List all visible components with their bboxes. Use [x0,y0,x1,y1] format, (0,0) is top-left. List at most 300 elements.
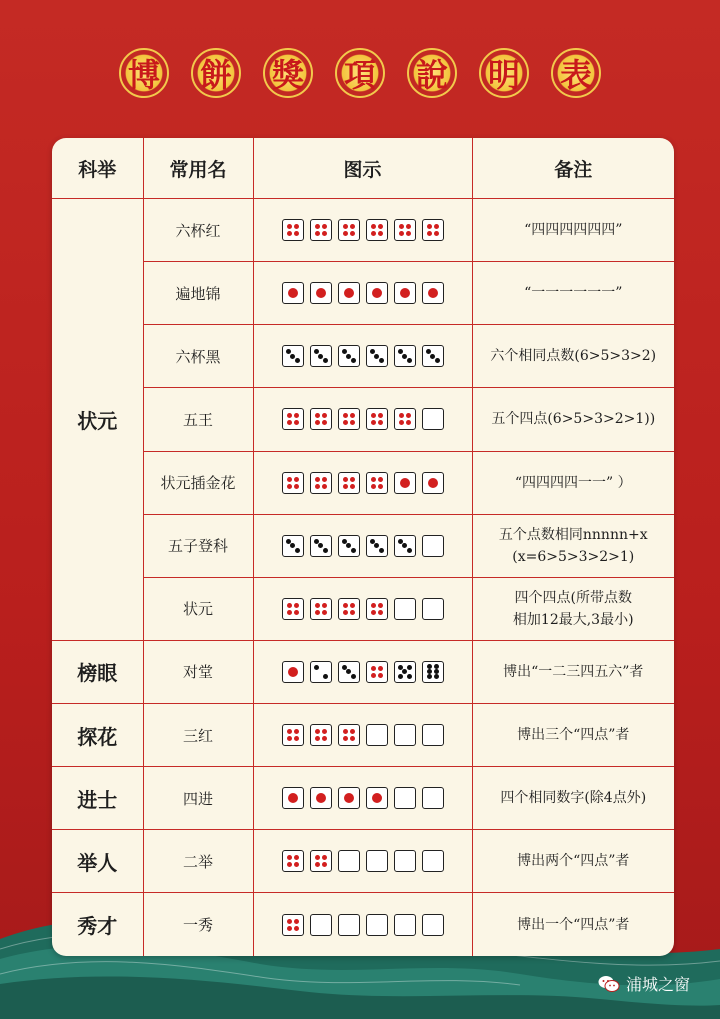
title-char: 表 [551,48,601,98]
table-row [52,388,674,451]
die-face-1 [338,282,360,304]
die-pip [370,349,375,354]
die-pip [378,231,383,236]
dice-cell [253,704,472,767]
die-pip [322,224,327,229]
die-pip [294,484,299,489]
die-pip [407,674,412,679]
die-face-4 [394,408,416,430]
table-row [52,893,674,956]
header-diagram: 图示 [253,138,472,199]
name-cell: 状元插金花 [143,451,253,514]
dice-cell [253,514,472,577]
dice-row [254,472,472,494]
note-line: 相加12最大,3最小) [512,611,634,628]
die-pip [371,603,376,608]
die-pip [399,231,404,236]
title-char: 說 [407,48,457,98]
die-face-1 [422,472,444,494]
die-pip [343,420,348,425]
dice-row [254,345,472,367]
die-pip [315,862,320,867]
die-pip [287,413,292,418]
die-pip [287,855,292,860]
die-pip [287,736,292,741]
dice-row [254,535,472,557]
die-pip [286,349,291,354]
die-blank [338,850,360,872]
die-pip [344,793,354,803]
name-cell: 五王 [143,388,253,451]
die-pip [379,548,384,553]
dice-cell [253,451,472,514]
die-pip [427,224,432,229]
die-pip [315,736,320,741]
dice-cell [253,325,472,388]
name-cell: 四进 [143,767,253,830]
die-pip [372,793,382,803]
die-pip [400,288,410,298]
die-blank [366,850,388,872]
die-pip [351,674,356,679]
die-pip [406,231,411,236]
die-pip [378,666,383,671]
note-line: (x=6>5>3>2>1) [512,548,635,565]
dice-row [254,724,472,746]
die-blank [422,724,444,746]
die-pip [295,548,300,553]
die-pip [378,484,383,489]
die-pip [287,926,292,931]
die-pip [294,231,299,236]
die-face-1 [282,282,304,304]
die-pip [407,358,412,363]
die-pip [371,610,376,615]
die-blank [422,408,444,430]
die-pip [322,736,327,741]
note-cell [472,577,674,640]
header-note: 备注 [472,138,674,199]
die-pip [294,919,299,924]
die-pip [287,862,292,867]
name-cell: 二举 [143,830,253,893]
die-pip [350,610,355,615]
name-cell: 遍地锦 [143,262,253,325]
die-pip [318,543,323,548]
die-pip [315,855,320,860]
die-face-4 [366,219,388,241]
wechat-icon [598,975,620,993]
die-pip [315,610,320,615]
table-row [52,262,674,325]
dice-cell [253,262,472,325]
die-face-4 [310,598,332,620]
die-face-4 [338,219,360,241]
die-pip [343,736,348,741]
die-face-4 [338,724,360,746]
die-pip [288,793,298,803]
die-pip [378,224,383,229]
die-pip [287,729,292,734]
die-blank [394,724,416,746]
title-char: 明 [479,48,529,98]
die-pip [287,231,292,236]
note-line: 四个四点(所带点数 [514,589,632,606]
die-pip [323,674,328,679]
die-pip [400,478,410,488]
die-pip [346,669,351,674]
die-pip [430,354,435,359]
die-face-3 [282,535,304,557]
die-pip [379,358,384,363]
die-pip [398,349,403,354]
dice-row [254,850,472,872]
die-pip [378,603,383,608]
note-cell: 四个相同数字(除4点外) [472,767,674,830]
die-pip [294,862,299,867]
die-blank [422,914,444,936]
die-face-1 [366,787,388,809]
die-pip [322,231,327,236]
die-pip [315,603,320,608]
die-pip [295,358,300,363]
dice-row [254,661,472,683]
die-pip [316,793,326,803]
name-cell: 状元 [143,577,253,640]
die-face-4 [394,219,416,241]
table-row [52,704,674,767]
die-pip [315,413,320,418]
die-pip [371,420,376,425]
die-face-3 [366,535,388,557]
watermark-text: 浦城之窗 [625,975,690,994]
die-pip [343,603,348,608]
die-pip [322,603,327,608]
die-pip [287,420,292,425]
dice-row [254,914,472,936]
die-face-3 [394,535,416,557]
table-row [52,199,674,262]
die-pip [314,665,319,670]
die-pip [322,484,327,489]
die-pip [350,729,355,734]
die-pip [350,231,355,236]
table-row [52,640,674,703]
die-pip [322,413,327,418]
header-rank: 科举 [52,138,143,199]
note-cell [472,514,674,577]
dice-cell [253,767,472,830]
table-row [52,767,674,830]
rank-cell: 秀才 [52,893,143,956]
rank-cell: 状元 [52,199,143,641]
die-pip [294,603,299,608]
die-pip [346,543,351,548]
die-pip [427,231,432,236]
die-pip [406,420,411,425]
die-pip [378,673,383,678]
title-char: 博 [119,48,169,98]
dice-row [254,282,472,304]
die-face-4 [282,408,304,430]
note-cell: 五个四点(6>5>3>2>1)) [472,388,674,451]
table-header-row [52,138,674,199]
die-face-3 [422,345,444,367]
die-face-4 [282,914,304,936]
name-cell: 五子登科 [143,514,253,577]
die-pip [350,224,355,229]
die-pip [428,478,438,488]
die-face-1 [282,661,304,683]
die-pip [322,862,327,867]
name-cell: 三红 [143,704,253,767]
note-line: 五个点数相同nnnnn+x [498,526,648,543]
die-face-1 [366,282,388,304]
die-pip [402,354,407,359]
die-face-3 [366,345,388,367]
die-pip [294,729,299,734]
title-char: 獎 [263,48,313,98]
die-pip [318,354,323,359]
die-face-4 [310,850,332,872]
die-pip [350,603,355,608]
prize-table [52,138,674,956]
die-pip [294,926,299,931]
die-face-4 [282,850,304,872]
die-pip [322,855,327,860]
dice-row [254,408,472,430]
die-face-4 [366,598,388,620]
die-pip [350,420,355,425]
die-pip [343,231,348,236]
die-blank [422,598,444,620]
die-pip [371,673,376,678]
die-blank [394,787,416,809]
header-name: 常用名 [143,138,253,199]
note-cell: “一一一一一一” [472,262,674,325]
note-cell: 博出“一二三四五六”者 [472,640,674,703]
die-pip [371,224,376,229]
die-pip [294,736,299,741]
die-face-4 [310,472,332,494]
die-pip [343,729,348,734]
die-face-1 [310,282,332,304]
die-pip [322,610,327,615]
die-face-4 [282,219,304,241]
die-pip [351,358,356,363]
die-face-4 [310,724,332,746]
die-pip [350,736,355,741]
die-pip [323,548,328,553]
die-pip [434,224,439,229]
die-face-3 [282,345,304,367]
die-pip [290,354,295,359]
die-pip [402,669,407,674]
rank-cell: 举人 [52,830,143,893]
rank-cell: 进士 [52,767,143,830]
die-face-1 [310,787,332,809]
die-face-3 [338,345,360,367]
die-pip [294,477,299,482]
die-face-4 [422,219,444,241]
die-pip [315,729,320,734]
rank-cell: 榜眼 [52,640,143,703]
die-blank [366,914,388,936]
die-face-4 [282,598,304,620]
die-pip [407,665,412,670]
die-face-2 [310,661,332,683]
note-cell: 博出两个“四点”者 [472,830,674,893]
dice-row [254,219,472,241]
die-pip [287,224,292,229]
die-face-1 [282,787,304,809]
table-row [52,451,674,514]
die-face-4 [338,408,360,430]
die-pip [323,358,328,363]
name-cell: 六杯红 [143,199,253,262]
dice-cell [253,640,472,703]
die-face-4 [338,472,360,494]
die-pip [322,729,327,734]
die-pip [374,543,379,548]
prize-table-card [52,138,674,956]
die-pip [371,231,376,236]
die-pip [434,231,439,236]
die-face-4 [366,472,388,494]
dice-row [254,787,472,809]
title-char: 項 [335,48,385,98]
die-blank [394,914,416,936]
die-pip [315,420,320,425]
die-face-3 [338,535,360,557]
dice-cell [253,388,472,451]
die-pip [398,674,403,679]
note-cell: 六个相同点数(6>5>3>2) [472,325,674,388]
die-pip [342,349,347,354]
die-pip [427,674,432,679]
die-face-1 [422,282,444,304]
name-cell: 对堂 [143,640,253,703]
die-pip [406,224,411,229]
die-pip [371,666,376,671]
die-pip [406,413,411,418]
dice-cell [253,830,472,893]
die-pip [290,543,295,548]
name-cell: 一秀 [143,893,253,956]
die-pip [344,288,354,298]
table-row [52,830,674,893]
die-blank [422,850,444,872]
die-face-5 [394,661,416,683]
table-row [52,514,674,577]
die-pip [435,358,440,363]
table-row [52,577,674,640]
note-cell: “四四四四四四” [472,199,674,262]
die-pip [315,477,320,482]
die-pip [322,477,327,482]
die-pip [343,413,348,418]
die-pip [314,349,319,354]
die-pip [371,477,376,482]
die-face-4 [366,408,388,430]
die-pip [287,603,292,608]
die-blank [310,914,332,936]
die-face-4 [282,724,304,746]
die-pip [372,288,382,298]
die-face-1 [394,282,416,304]
die-pip [378,420,383,425]
die-pip [399,224,404,229]
die-pip [287,919,292,924]
rank-cell: 探花 [52,704,143,767]
die-pip [343,610,348,615]
name-cell: 六杯黑 [143,325,253,388]
die-pip [371,413,376,418]
die-face-3 [338,661,360,683]
watermark [598,972,690,995]
die-pip [315,231,320,236]
dice-cell [253,199,472,262]
die-pip [287,477,292,482]
die-face-1 [338,787,360,809]
die-pip [346,354,351,359]
die-pip [343,224,348,229]
die-face-4 [310,408,332,430]
die-face-3 [310,535,332,557]
die-pip [294,224,299,229]
die-pip [407,548,412,553]
die-pip [287,484,292,489]
die-pip [399,413,404,418]
die-pip [378,477,383,482]
die-pip [294,855,299,860]
die-pip [350,484,355,489]
die-face-4 [338,598,360,620]
page-title [0,48,720,108]
die-pip [350,477,355,482]
die-pip [315,224,320,229]
die-pip [343,477,348,482]
die-blank [394,598,416,620]
die-pip [371,484,376,489]
die-face-4 [310,219,332,241]
die-pip [288,288,298,298]
die-blank [422,535,444,557]
table-row [52,325,674,388]
die-pip [434,674,439,679]
die-pip [322,420,327,425]
title-char: 餅 [191,48,241,98]
die-face-4 [366,661,388,683]
die-face-6 [422,661,444,683]
note-cell: 博出一个“四点”者 [472,893,674,956]
die-pip [426,349,431,354]
die-blank [394,850,416,872]
die-face-1 [394,472,416,494]
dice-cell [253,577,472,640]
die-pip [343,484,348,489]
die-pip [378,610,383,615]
die-pip [294,610,299,615]
die-face-3 [310,345,332,367]
note-cell: “四四四四一一” ） [472,451,674,514]
die-pip [428,288,438,298]
die-blank [422,787,444,809]
die-pip [350,413,355,418]
die-pip [378,413,383,418]
die-pip [316,288,326,298]
die-pip [351,548,356,553]
